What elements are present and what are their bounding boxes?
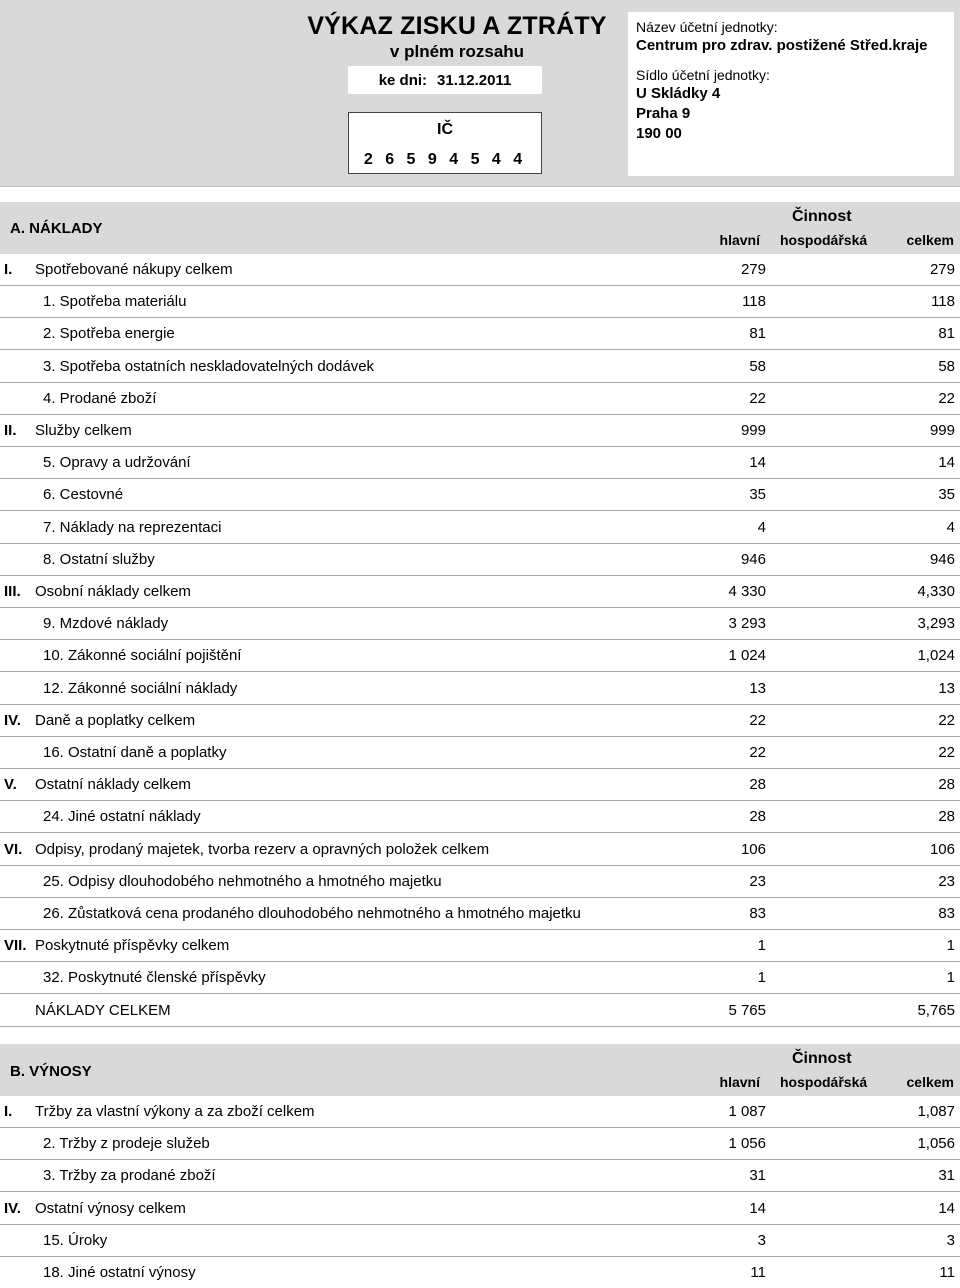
row-label: Daně a poplatky celkem <box>35 711 196 729</box>
row-roman-numeral: II. <box>4 422 17 439</box>
row-value-total: 4 <box>946 518 955 536</box>
table-row <box>0 286 960 318</box>
row-value-main: 22 <box>749 744 766 761</box>
row-value-main: 83 <box>749 905 766 922</box>
row-value-total: 999 <box>929 422 955 439</box>
row-value-total: 946 <box>929 550 955 568</box>
column-header-main: hlavní <box>719 1074 760 1090</box>
column-header-main: hlavní <box>719 232 760 248</box>
row-value-main: 14 <box>749 1199 766 1217</box>
row-value-main: 13 <box>749 679 766 697</box>
row-value-main: 11 <box>750 1264 766 1281</box>
row-value-main: 3 <box>757 1231 766 1249</box>
table-row <box>0 608 960 640</box>
row-value-total: 58 <box>938 357 955 375</box>
row-label: 32. Poskytnuté členské příspěvky <box>43 969 266 987</box>
table-row <box>0 995 960 1027</box>
row-value-total: 83 <box>938 905 955 922</box>
row-value-total: 31 <box>938 1167 955 1185</box>
row-label: 4. Prodané zboží <box>43 389 157 407</box>
table-row <box>0 705 960 737</box>
row-value-total: 3,293 <box>917 615 955 633</box>
report-title: VÝKAZ ZISKU A ZTRÁTY <box>307 12 607 40</box>
table-row <box>0 930 960 962</box>
row-label: 3. Spotřeba ostatních neskladovatelných dodávek <box>43 357 375 375</box>
table-row <box>0 640 960 672</box>
row-roman-numeral: V. <box>4 776 17 794</box>
table-row <box>0 544 960 576</box>
row-value-total: 14 <box>938 1199 955 1217</box>
section-title: A. NÁKLADY <box>10 220 103 237</box>
row-value-main: 4 330 <box>728 583 766 600</box>
row-label: 6. Cestovné <box>43 486 124 504</box>
table-row <box>0 962 960 994</box>
row-value-total: 14 <box>938 454 955 472</box>
row-roman-numeral: I. <box>4 261 13 278</box>
row-value-main: 106 <box>740 840 766 858</box>
ic-value: 2 6 5 9 4 5 4 4 <box>363 151 527 168</box>
row-value-total: 1 <box>946 937 955 955</box>
column-header-total: celkem <box>906 1074 954 1090</box>
row-label: 26. Zůstatková cena prodaného dlouhodobého nehmotného a hmotného majetku <box>43 905 581 922</box>
row-value-main: 999 <box>740 422 766 439</box>
row-label: 3. Tržby za prodané zboží <box>43 1167 216 1185</box>
table-row <box>0 512 960 544</box>
row-label: 1. Spotřeba materiálu <box>43 293 187 311</box>
ic-label: IČ <box>437 121 453 138</box>
table-row <box>0 769 960 801</box>
table-row <box>0 318 960 350</box>
table-row <box>0 834 960 866</box>
section-title: B. VÝNOSY <box>10 1063 92 1080</box>
row-roman-numeral: IV. <box>4 711 21 729</box>
row-value-main: 23 <box>749 872 766 890</box>
row-value-total: 1,087 <box>917 1103 955 1120</box>
row-value-total: 22 <box>938 744 955 761</box>
section-vynosy-header <box>0 1044 960 1096</box>
entity-info <box>628 12 954 176</box>
row-value-main: 1 087 <box>728 1103 766 1120</box>
row-roman-numeral: III. <box>4 583 21 600</box>
row-label: 12. Zákonné sociální náklady <box>43 679 238 697</box>
row-value-total: 35 <box>938 486 955 504</box>
row-value-total: 22 <box>938 711 955 729</box>
row-label: 15. Úroky <box>43 1231 108 1249</box>
row-value-main: 118 <box>742 293 766 311</box>
row-value-main: 28 <box>749 776 766 794</box>
row-label: 7. Náklady na reprezentaci <box>43 518 222 536</box>
row-value-main: 81 <box>749 325 766 343</box>
table-row <box>0 383 960 415</box>
ic-box <box>348 112 542 174</box>
row-roman-numeral: IV. <box>4 1199 21 1217</box>
row-value-total: 23 <box>938 872 955 890</box>
table-row <box>0 254 960 286</box>
table-row <box>0 1128 960 1160</box>
row-value-main: 1 024 <box>728 647 766 665</box>
row-label: 18. Jiné ostatní výnosy <box>43 1264 196 1281</box>
address-line-3: 190 00 <box>636 125 682 142</box>
column-header-economic: hospodářská <box>780 1074 868 1090</box>
table-row <box>0 447 960 479</box>
report-date <box>348 66 542 94</box>
row-label: Osobní náklady celkem <box>35 583 191 600</box>
row-roman-numeral: I. <box>4 1103 13 1120</box>
report-header <box>0 0 960 187</box>
row-value-main: 14 <box>749 454 766 472</box>
row-value-main: 22 <box>749 389 766 407</box>
row-label: 8. Ostatní služby <box>43 550 155 568</box>
row-value-total: 28 <box>938 808 955 826</box>
column-group-header: Činnost <box>792 208 852 225</box>
address-line-1: U Skládky 4 <box>636 85 721 102</box>
row-value-main: 58 <box>749 357 766 375</box>
row-label: Služby celkem <box>35 422 132 439</box>
row-value-main: 1 056 <box>728 1135 766 1153</box>
report-subtitle: v plném rozsahu <box>389 42 525 61</box>
row-value-main: 946 <box>740 550 766 568</box>
row-value-total: 13 <box>938 679 955 697</box>
entity-name: Centrum pro zdrav. postižené Střed.kraje <box>636 37 928 54</box>
table-row <box>0 1096 960 1128</box>
table-row <box>0 801 960 833</box>
row-label: 2. Tržby z prodeje služeb <box>43 1135 210 1153</box>
row-label: Ostatní náklady celkem <box>35 776 191 794</box>
row-label: Ostatní výnosy celkem <box>35 1199 186 1217</box>
row-value-total: 28 <box>938 776 955 794</box>
row-roman-numeral: VI. <box>4 840 23 858</box>
row-value-total: 11 <box>939 1264 955 1281</box>
column-header-economic: hospodářská <box>780 232 868 248</box>
row-value-main: 1 <box>757 937 766 955</box>
column-header-total: celkem <box>906 232 954 248</box>
row-label: 16. Ostatní daně a poplatky <box>43 744 227 761</box>
row-label: 10. Zákonné sociální pojištění <box>43 647 242 665</box>
table-row <box>0 1160 960 1192</box>
row-label: Tržby za vlastní výkony a za zboží celkem <box>35 1103 315 1120</box>
date-value: 31.12.2011 <box>437 71 512 89</box>
row-value-total: 5,765 <box>917 1001 955 1019</box>
row-value-main: 28 <box>749 808 766 826</box>
date-label: ke dni: <box>378 71 428 89</box>
seat-label: Sídlo účetní jednotky: <box>636 67 770 83</box>
row-label: Poskytnuté příspěvky celkem <box>35 937 230 955</box>
row-label: 2. Spotřeba energie <box>43 325 175 343</box>
row-label: 24. Jiné ostatní náklady <box>43 808 201 826</box>
row-value-total: 3 <box>946 1231 955 1249</box>
entity-name-label: Název účetní jednotky: <box>636 19 778 35</box>
row-value-main: 35 <box>749 486 766 504</box>
table-row <box>0 737 960 769</box>
row-value-total: 118 <box>931 293 955 311</box>
row-value-main: 31 <box>749 1167 766 1185</box>
column-group-header: Činnost <box>792 1050 852 1067</box>
row-label: NÁKLADY CELKEM <box>35 1001 171 1019</box>
table-row <box>0 351 960 383</box>
address-line-2: Praha 9 <box>636 105 691 122</box>
row-label: 25. Odpisy dlouhodobého nehmotného a hmotného majetku <box>43 872 442 890</box>
row-value-total: 4,330 <box>917 583 955 600</box>
table-row <box>0 866 960 898</box>
row-value-total: 1,024 <box>917 647 955 665</box>
row-value-total: 81 <box>938 325 955 343</box>
row-label: 9. Mzdové náklady <box>43 615 169 633</box>
row-value-main: 22 <box>749 711 766 729</box>
row-label: 5. Opravy a udržování <box>43 454 191 472</box>
row-value-total: 1 <box>946 969 955 987</box>
row-value-total: 1,056 <box>917 1135 955 1153</box>
row-value-total: 279 <box>929 261 955 278</box>
table-row <box>0 1193 960 1225</box>
table-row <box>0 673 960 705</box>
row-roman-numeral: VII. <box>4 937 27 955</box>
row-value-main: 5 765 <box>728 1001 766 1019</box>
row-value-main: 1 <box>757 969 766 987</box>
row-label: Spotřebované nákupy celkem <box>35 261 233 278</box>
section-naklady-header <box>0 202 960 254</box>
table-row <box>0 898 960 930</box>
table-row <box>0 1225 960 1257</box>
row-value-total: 106 <box>929 840 955 858</box>
row-value-total: 22 <box>938 389 955 407</box>
table-row <box>0 415 960 447</box>
table-row <box>0 576 960 608</box>
row-label: Odpisy, prodaný majetek, tvorba rezerv a opravných položek celkem <box>35 840 490 858</box>
table-row <box>0 479 960 511</box>
table-row <box>0 1257 960 1288</box>
row-value-main: 279 <box>740 261 766 278</box>
row-value-main: 4 <box>757 518 766 536</box>
row-value-main: 3 293 <box>728 615 766 633</box>
